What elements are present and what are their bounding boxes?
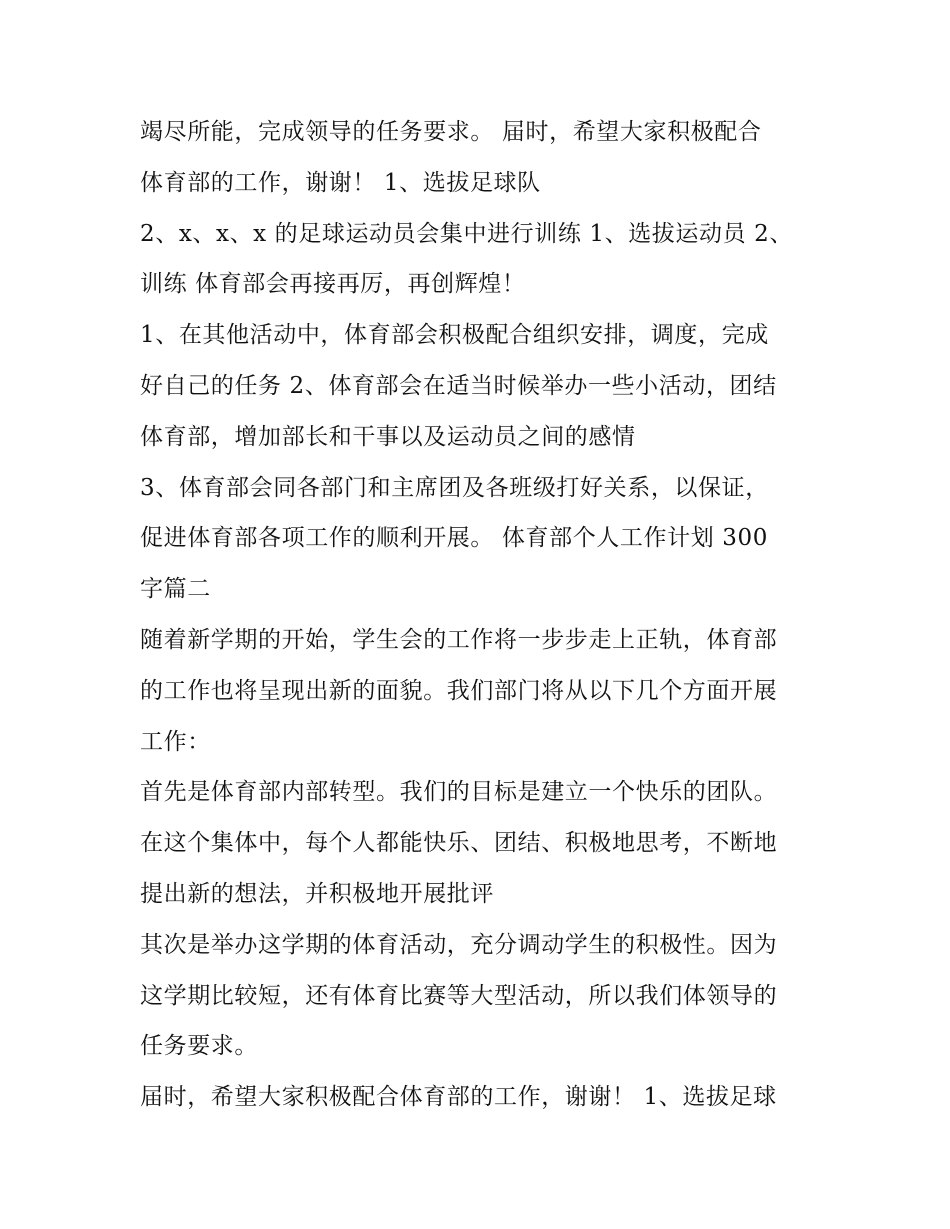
text-line: 好自己的任务 2、体育部会在适当时候举办一些小活动，团结 bbox=[140, 372, 777, 399]
text-line: 2、x、x、x 的足球运动员会集中进行训练 1、选拔运动员 2、 bbox=[140, 220, 793, 247]
text-line: 届时，希望大家积极配合体育部的工作，谢谢！ 1、选拔足球 bbox=[140, 1084, 777, 1111]
text-line: 1、在其他活动中，体育部会积极配合组织安排，调度，完成 bbox=[140, 322, 769, 349]
text-line: 提出新的想法，并积极地开展批评 bbox=[140, 880, 494, 907]
text-line: 工作： bbox=[140, 728, 211, 755]
text-line: 任务要求。 bbox=[140, 1033, 258, 1060]
text-line: 体育部，增加部长和干事以及运动员之间的感情 bbox=[140, 423, 636, 450]
text-line: 随着新学期的开始，学生会的工作将一步步走上正轨，体育部 bbox=[140, 626, 778, 653]
text-line: 竭尽所能，完成领导的任务要求。 届时，希望大家积极配合 bbox=[140, 119, 762, 145]
text-line: 这学期比较短，还有体育比赛等大型活动，所以我们体领导的 bbox=[140, 982, 778, 1009]
document-body bbox=[140, 107, 820, 1123]
text-line: 其次是举办这学期的体育活动，充分调动学生的积极性。因为 bbox=[140, 931, 778, 958]
text-line: 促进体育部各项工作的顺利开展。 体育部个人工作计划 300 bbox=[140, 525, 768, 552]
text-line: 在这个集体中，每个人都能快乐、团结、积极地思考，不断地 bbox=[140, 830, 778, 857]
text-line: 的工作也将呈现出新的面貌。我们部门将从以下几个方面开展 bbox=[140, 677, 778, 704]
text-line: 体育部的工作，谢谢！ 1、选拔足球队 bbox=[140, 169, 541, 196]
text-line: 3、体育部会同各部门和主席团及各班级打好关系，以保证， bbox=[140, 474, 769, 501]
text-line: 训练 体育部会再接再厉，再创辉煌！ bbox=[140, 271, 526, 298]
text-line: 字篇二 bbox=[140, 576, 211, 603]
text-line: 首先是体育部内部转型。我们的目标是建立一个快乐的团队。 bbox=[140, 779, 778, 806]
